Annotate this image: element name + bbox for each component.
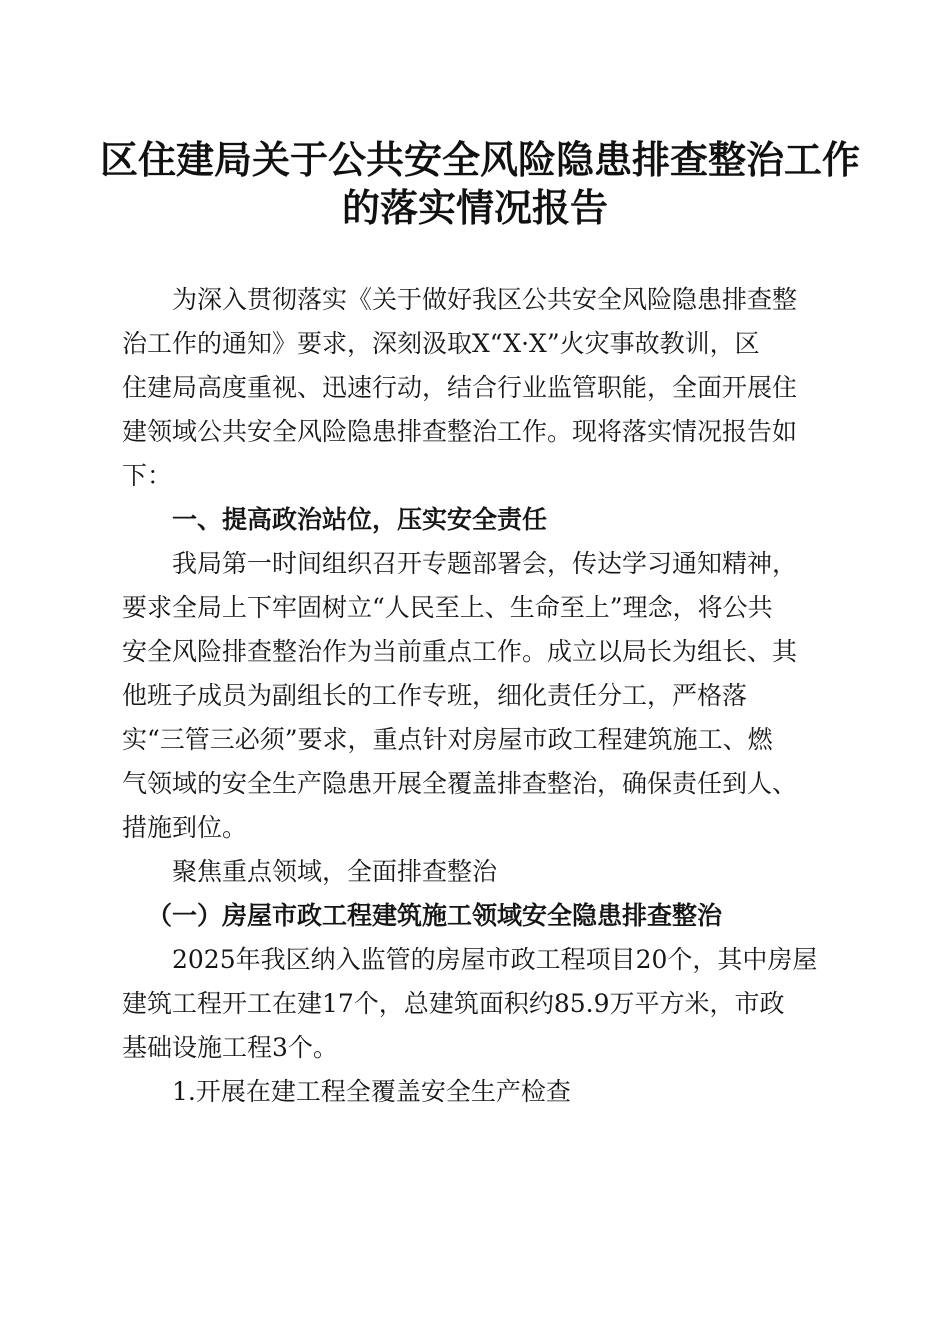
intro-paragraph — [122, 278, 828, 498]
section-1-line: 措施到位。 — [122, 813, 248, 842]
subsection-1-line: 2025年我区纳入监管的房屋市政工程项目20个，其中房屋 — [172, 945, 818, 974]
section-1-line: 他班子成员为副组长的工作专班，细化责任分工，严格落 — [122, 681, 748, 710]
section-1-line: 安全风险排查整治作为当前重点工作。成立以局长为组长、其 — [122, 637, 798, 666]
document-title-line-1: 区住建局关于公共安全风险隐患排查整治工作 — [100, 137, 861, 182]
section-2-heading: 聚焦重点领域，全面排查整治 — [172, 857, 498, 886]
section-1-line: 气领域的安全生产隐患开展全覆盖排查整治，确保责任到人、 — [122, 769, 798, 798]
section-1-line: 实“三管三必须”要求，重点针对房屋市政工程建筑施工、燃 — [122, 725, 773, 754]
intro-line: 为深入贯彻落实《关于做好我区公共安全风险隐患排查整 — [172, 285, 798, 314]
section-1-heading: 一、提高政治站位，压实安全责任 — [172, 505, 548, 534]
intro-line: 治工作的通知》要求，深刻汲取X“X·X”火灾事故教训，区 — [122, 329, 760, 358]
section-1-line: 我局第一时间组织召开专题部署会，传达学习通知精神， — [172, 549, 798, 578]
subsection-1-line: 基础设施工程3个。 — [122, 1033, 338, 1062]
intro-line: 住建局高度重视、迅速行动，结合行业监管职能，全面开展住 — [122, 373, 798, 402]
section-1-line: 要求全局上下牢固树立“人民至上、生命至上”理念，将公共 — [122, 593, 773, 622]
section-1-paragraph — [122, 542, 828, 850]
document-title-line-2: 的落实情况报告 — [341, 185, 608, 230]
subsection-1-line: 建筑工程开工在建17个，总建筑面积约85.9万平方米，市政 — [122, 989, 785, 1018]
intro-line: 下： — [122, 461, 173, 490]
subsection-1-paragraph — [122, 938, 828, 1070]
document-body — [122, 278, 828, 1114]
subsection-1-heading: （一）房屋市政工程建筑施工领域安全隐患排查整治 — [147, 901, 723, 930]
intro-line: 建领域公共安全风险隐患排查整治工作。现将落实情况报告如 — [122, 417, 798, 446]
item-1-heading: 1.开展在建工程全覆盖安全生产检查 — [172, 1077, 571, 1106]
